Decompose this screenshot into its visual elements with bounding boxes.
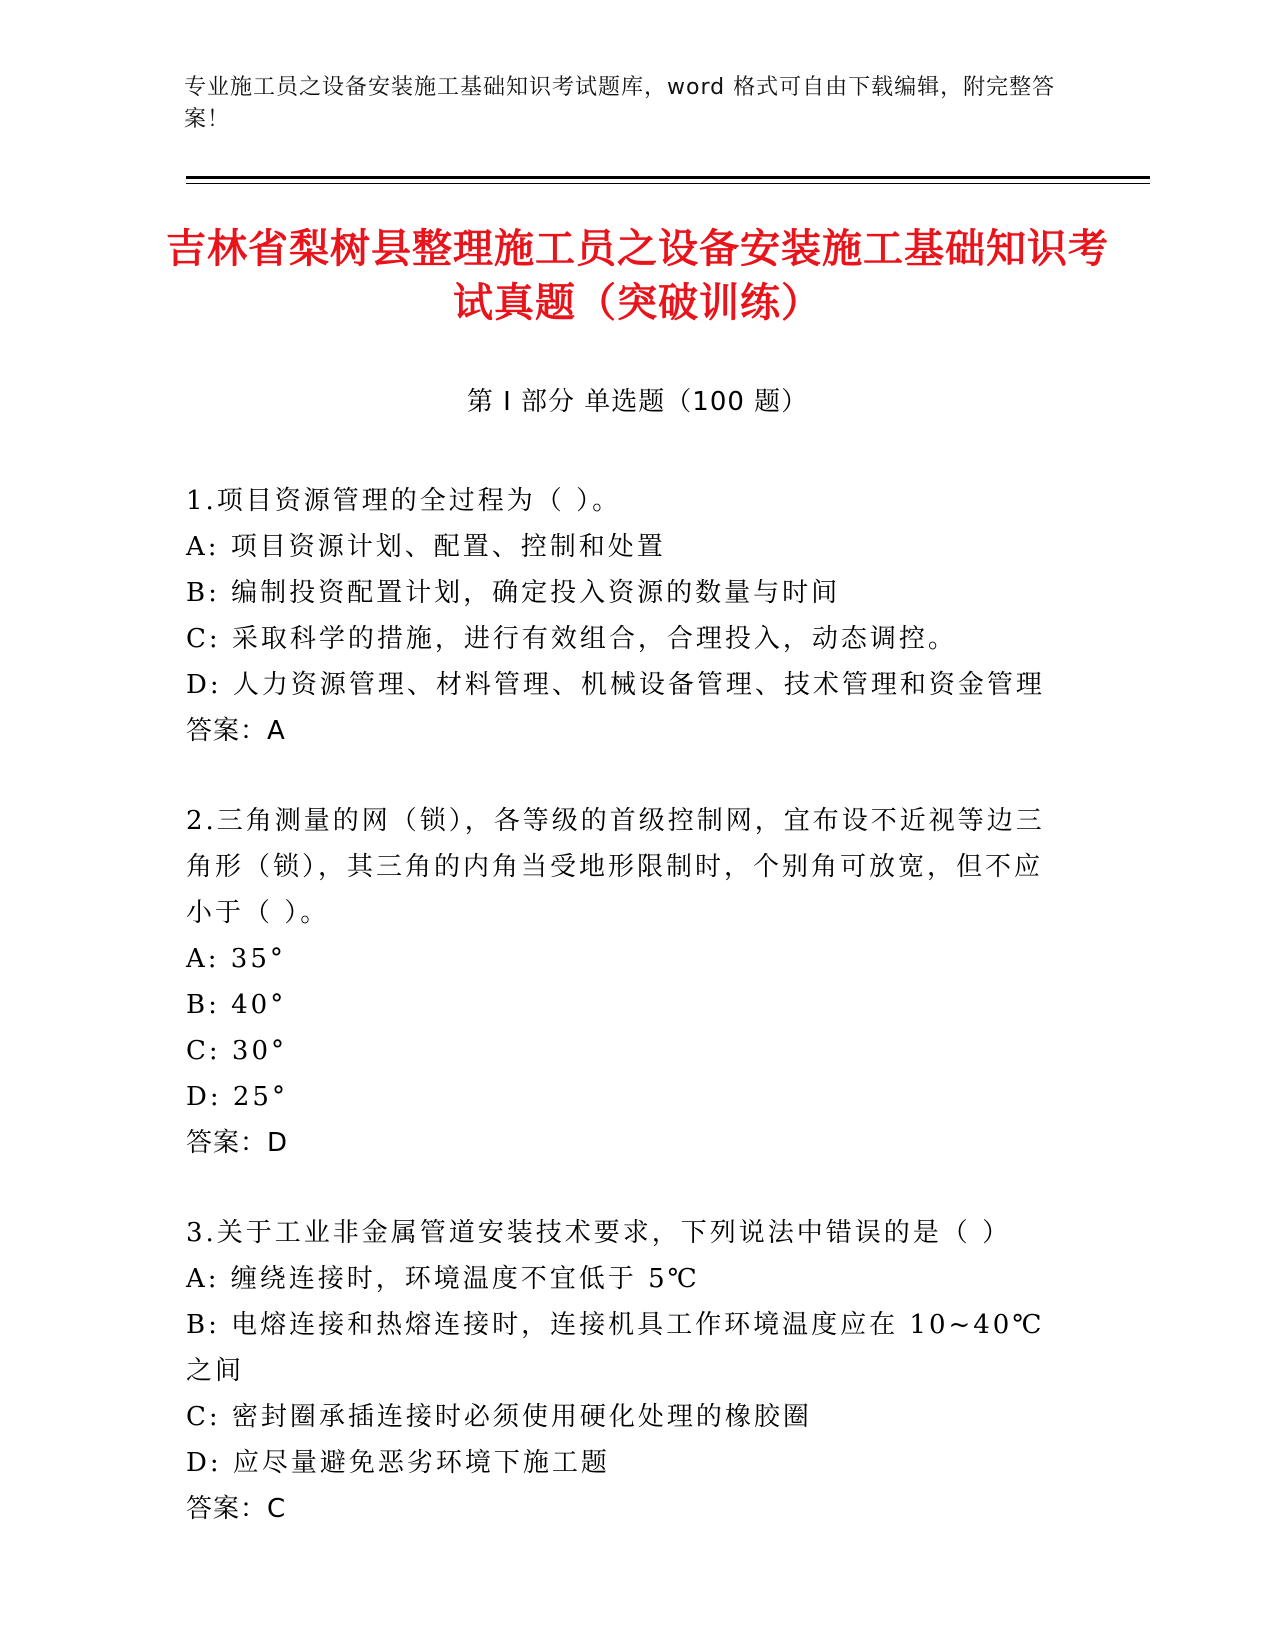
option-a: A: 35° [186,944,286,974]
answer: 答案：D [186,1128,289,1158]
question-spacer [186,754,1066,798]
header-rule-thin [186,183,1150,184]
option-d: D: 应尽量避免恶劣环境下施工题 [186,1448,610,1478]
question-stem: 2.三角测量的网（锁），各等级的首级控制网，宜布设不近视等边三角形（锁），其三角的内角当受地形限制时，个别角可放宽，但不应小于（ ）。 [186,806,1045,928]
option-a: A: 缠绕连接时，环境温度不宜低于 5℃ [186,1264,700,1294]
question-spacer [186,1166,1066,1210]
answer: 答案：A [186,716,286,746]
question-stem: 3.关于工业非金属管道安装技术要求，下列说法中错误的是（ ） [186,1218,1012,1248]
question-2 [186,798,1066,1166]
question-list [186,478,1066,1532]
section-heading: 第 I 部分 单选题（100 题） [466,387,809,417]
option-c: C: 密封圈承插连接时必须使用硬化处理的橡胶圈 [186,1402,812,1432]
option-d: D: 25° [186,1082,288,1112]
option-d: D: 人力资源管理、材料管理、机械设备管理、技术管理和资金管理 [186,670,1045,700]
question-3 [186,1210,1066,1532]
question-1 [186,478,1066,754]
option-c: C: 30° [186,1036,288,1066]
header-rule-thick [186,176,1150,179]
option-b: B: 编制投资配置计划，确定投入资源的数量与时间 [186,578,841,608]
option-b: B: 电熔连接和热熔连接时，连接机具工作环境温度应在 10~40℃之间 [186,1310,1045,1386]
answer: 答案：C [186,1494,287,1524]
option-c: C: 采取科学的措施，进行有效组合，合理投入，动态调控。 [186,624,957,654]
document-title: 吉林省梨树县整理施工员之设备安装施工基础知识考试真题（突破训练） [166,226,1109,326]
header-note: 专业施工员之设备安装施工基础知识考试题库，word 格式可自由下载编辑，附完整答案！ [184,75,1056,132]
option-a: A: 项目资源计划、配置、控制和处置 [186,532,666,562]
option-b: B: 40° [186,990,287,1020]
question-stem: 1.项目资源管理的全过程为（ ）。 [186,486,622,516]
